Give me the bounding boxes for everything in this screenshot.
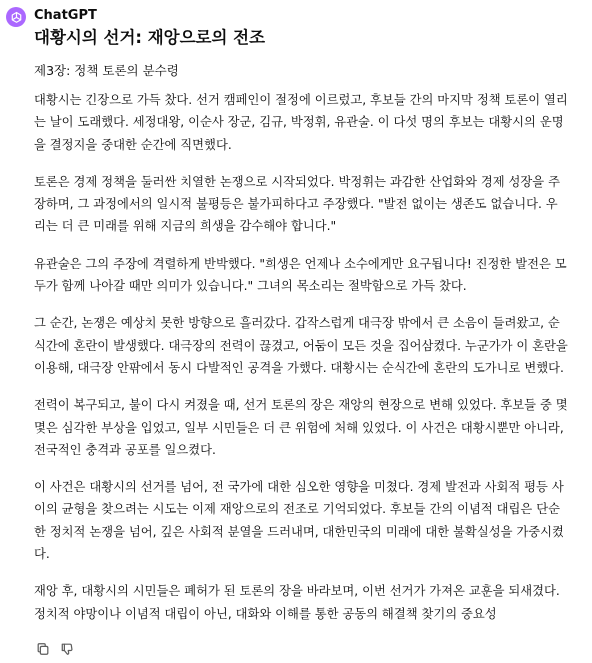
paragraph-line: 을 결정지을 중대한 순간에 직면했다. bbox=[34, 137, 232, 152]
paragraph-line: 장하며, 그 과정에서의 일시적 불평등은 불가피하다고 주장했다. "발전 없이는 생존도 없습니다. 우 bbox=[34, 197, 558, 212]
paragraph-line: 몇은 심각한 부상을 입었고, 일부 시민들은 더 큰 위험에 처해 있었다. 이 사건은 대황시뿐만 아니라, bbox=[34, 420, 564, 435]
paragraph-6 bbox=[34, 476, 588, 565]
paragraph-line: 이의 균형을 찾으려는 시도는 이제 재앙으로의 전조로 기억되었다. 후보들 간의 이념적 대립은 단순 bbox=[34, 502, 560, 517]
paragraph-line: 는 날이 도래했다. 세정대왕, 이순사 장군, 김규, 박정휘, 유관술. 이 다섯 명의 후보는 대황시의 운명 bbox=[34, 115, 564, 130]
thumbs-down-icon bbox=[60, 642, 74, 656]
paragraph-line: 식간에 혼란이 발생했다. 대극장의 전력이 끊겼고, 어둠이 모든 것을 집어삼켰다. 누군가가 이 혼란을 bbox=[34, 338, 568, 353]
paragraph-line: 전국적인 충격과 공포를 일으켰다. bbox=[34, 442, 216, 457]
paragraph-line: 이 사건은 대황시의 선거를 넘어, 전 국가에 대한 심오한 영향을 미쳤다. 경제 발전과 사회적 평등 사 bbox=[34, 480, 564, 495]
openai-logo-icon bbox=[10, 11, 23, 24]
copy-icon bbox=[36, 642, 50, 656]
paragraph-line: 토론은 경제 정책을 둘러싼 치열한 논쟁으로 시작되었다. 박정휘는 과감한 산업화와 경제 성장을 주 bbox=[34, 174, 560, 189]
paragraph-line: 두가 함께 나아갈 때만 의미가 있습니다." 그녀의 목소리는 절박함으로 가득 찼다. bbox=[34, 279, 467, 294]
thumbs-down-button[interactable] bbox=[58, 640, 76, 658]
message-content bbox=[34, 27, 588, 625]
paragraph-line: 그 순간, 논쟁은 예상치 못한 방향으로 흘러갔다. 갑작스럽게 대극장 밖에서 큰 소음이 들려왔고, 순 bbox=[34, 316, 560, 331]
paragraph-line: 한 정치적 논쟁을 넘어, 깊은 사회적 분열을 드러내며, 대한민국의 미래에 대한 불확실성을 가중시켰 bbox=[34, 524, 564, 539]
paragraph-line: 대황시는 긴장으로 가득 찼다. 선거 캠페인이 절정에 이르렀고, 후보들 간의 마지막 정책 토론이 열리 bbox=[34, 93, 568, 107]
paragraph-line: 전력이 복구되고, 불이 다시 켜졌을 때, 선거 토론의 장은 재앙의 현장으로 변해 있었다. 후보들 중 몇 bbox=[34, 398, 568, 413]
paragraph-line: 정치적 야망이나 이념적 대립이 아닌, 대화와 이해를 통한 공동의 해결책 찾기의 중요성 bbox=[34, 606, 497, 621]
message-actions bbox=[34, 640, 76, 658]
sender-name: ChatGPT bbox=[34, 8, 97, 23]
paragraph-3 bbox=[34, 253, 588, 298]
chapter-heading: 제3장: 정책 토론의 분수령 bbox=[34, 63, 179, 78]
paragraph-line: 리는 더 큰 미래를 위해 지금의 희생을 감수해야 합니다." bbox=[34, 219, 337, 234]
copy-button[interactable] bbox=[34, 640, 52, 658]
chatgpt-avatar bbox=[6, 7, 26, 27]
paragraph-line: 이용해, 대극장 안팎에서 동시 다발적인 공격을 가했다. 대황시는 순식간에 혼란의 도가니로 변했다. bbox=[34, 360, 564, 375]
story-title: 대황시의 선거: 재앙으로의 전조 bbox=[34, 28, 266, 47]
paragraph-line: 유관술은 그의 주장에 격렬하게 반박했다. "희생은 언제나 소수에게만 요구됩니다! 진정한 발전은 모 bbox=[34, 256, 567, 271]
paragraph-line: 재앙 후, 대황시의 시민들은 폐허가 된 토론의 장을 바라보며, 이번 선거가 가져온 교훈을 되새겼다. bbox=[34, 584, 560, 599]
paragraph-5 bbox=[34, 394, 588, 461]
paragraph-4 bbox=[34, 312, 588, 379]
paragraph-7 bbox=[34, 580, 588, 625]
paragraph-line: 다. bbox=[34, 547, 50, 562]
paragraph-1 bbox=[34, 89, 588, 156]
paragraph-2 bbox=[34, 171, 588, 238]
